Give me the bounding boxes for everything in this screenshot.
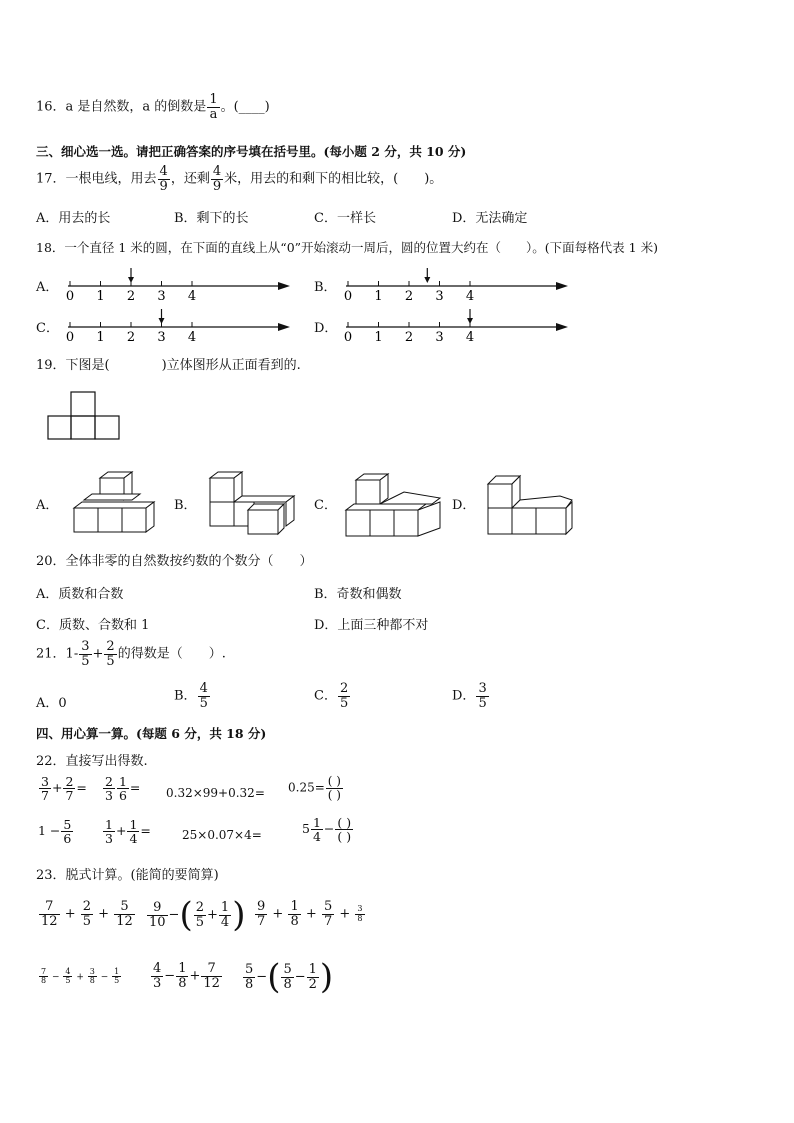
q19-option-a-label[interactable]: A． xyxy=(36,498,59,513)
tick-label: 2 xyxy=(404,330,414,345)
tick-label: 1 xyxy=(374,330,383,345)
q16-text: 16．a 是自然数，a 的倒数是 xyxy=(36,99,207,115)
q22-item-2: $\frac{2}{3}$ $\frac{1}{6}$ = xyxy=(105,774,141,804)
question-16 xyxy=(36,93,270,121)
cube-figure-c xyxy=(344,470,444,540)
q22-item-3: 0.32×99+0.32= xyxy=(166,786,265,800)
tick-label: 3 xyxy=(435,289,444,304)
cube-figure-b xyxy=(208,470,300,536)
position-arrowhead xyxy=(424,277,430,283)
q19-option-d-label[interactable]: D． xyxy=(452,498,476,513)
q22-item-8: 5 $\frac{1}{4}$ − $\frac{( )}{( )}$ xyxy=(302,815,352,845)
tick-label: 0 xyxy=(65,289,75,304)
q22-item-7: 25×0.07×4= xyxy=(182,828,262,842)
q18-option-label[interactable]: B． xyxy=(314,280,337,295)
q23-expr-3: $\frac{9}{7}$ + $\frac{1}{8}$ + $\frac{5}{7}$ + $\frac{3}{8}$ xyxy=(257,899,363,929)
tick-label: 2 xyxy=(126,330,136,345)
fraction: $\frac{2}{5}$ xyxy=(106,639,115,669)
q16-answer: 。(____) xyxy=(220,99,270,115)
q17-option-a[interactable]: A．用去的长 xyxy=(36,211,111,226)
q22-item-1: $\frac{3}{7}$ + $\frac{2}{7}$ = xyxy=(41,774,87,804)
tick-label: 1 xyxy=(96,330,105,345)
q22-item-6: $\frac{1}{3}$ + $\frac{1}{4}$ = xyxy=(105,817,151,847)
fraction: $\frac{1}{a}$ xyxy=(209,92,218,122)
number-line xyxy=(342,266,572,304)
front-view-figure xyxy=(47,390,123,442)
q20-option-b[interactable]: B．奇数和偶数 xyxy=(314,587,402,602)
cube-figure-a xyxy=(70,470,162,536)
tick-label: 3 xyxy=(157,330,166,345)
position-arrowhead xyxy=(467,318,473,324)
tick-label: 4 xyxy=(187,330,197,345)
tick-label: 4 xyxy=(187,289,197,304)
q23-expr-2: $\frac{9}{10}$ −( $\frac{2}{5}$ + $\frac{1}{4}$ ) xyxy=(149,895,246,935)
axis-arrowhead xyxy=(278,282,290,290)
tick-label: 4 xyxy=(465,330,475,345)
q19-option-b-label[interactable]: B． xyxy=(174,498,197,513)
tick-label: 4 xyxy=(465,289,475,304)
section-4-heading: 四、用心算一算。(每题 6 分，共 18 分) xyxy=(36,726,267,741)
tick-label: 0 xyxy=(343,289,353,304)
tick-label: 1 xyxy=(96,289,105,304)
tick-label: 2 xyxy=(126,289,136,304)
tick-label: 3 xyxy=(435,330,444,345)
question-17: 17．一根电线，用去 $\frac{4}{9}$ ，还剩 $\frac{4}{9}$ 米，用去的和剩下的相比较，( )。 xyxy=(36,164,443,194)
fraction: $\frac{3}{5}$ xyxy=(81,639,90,669)
number-line xyxy=(64,307,294,345)
q23-expr-4: $\frac{7}{8}$ − $\frac{4}{5}$ + $\frac{3}{8}$ − $\frac{1}{5}$ xyxy=(41,967,120,986)
fraction: $\frac{4}{9}$ xyxy=(212,164,222,194)
fraction: $\frac{4}{9}$ xyxy=(159,164,168,194)
number-line xyxy=(342,307,572,345)
axis-arrowhead xyxy=(556,323,568,331)
question-23: 23．脱式计算。(能简的要简算) xyxy=(36,868,219,883)
q18-option-label[interactable]: A． xyxy=(36,280,59,295)
tick-label: 0 xyxy=(65,330,75,345)
q19-option-c-label[interactable]: C． xyxy=(314,498,337,513)
q21-option-b[interactable]: B． $\frac{4}{5}$ xyxy=(174,681,208,711)
q22-item-5: 1 − $\frac{5}{6}$ xyxy=(38,817,72,847)
question-18: 18．一个直径 1 米的圆，在下面的直线上从“0”开始滚动一周后，圆的位置大约在（ ）。(下面每格代表 1 米) xyxy=(36,240,658,255)
q23-expr-1: $\frac{7}{12}$ + $\frac{2}{5}$ + $\frac{5}{12}$ xyxy=(41,899,133,929)
q18-option-label[interactable]: C． xyxy=(36,321,59,336)
q20-option-a[interactable]: A．质数和合数 xyxy=(36,587,124,602)
question-21: 21．1- $\frac{3}{5}$ + $\frac{2}{5}$ 的得数是（ ）. xyxy=(36,639,226,669)
question-19: 19．下图是( )立体图形从正面看到的. xyxy=(36,358,301,373)
axis-arrowhead xyxy=(556,282,568,290)
q17-option-b[interactable]: B．剩下的长 xyxy=(174,211,249,226)
q22-item-4: 0.25= $\frac{( )}{( )}$ xyxy=(288,774,341,802)
section-3-heading: 三、细心选一选。请把正确答案的序号填在括号里。(每小题 2 分，共 10 分) xyxy=(36,144,467,159)
number-line xyxy=(64,266,294,304)
tick-label: 0 xyxy=(343,330,353,345)
q21-option-c[interactable]: C． $\frac{2}{5}$ xyxy=(314,681,349,711)
axis-arrowhead xyxy=(278,323,290,331)
q20-option-d[interactable]: D．上面三种都不对 xyxy=(314,618,429,633)
question-22: 22．直接写出得数. xyxy=(36,754,148,769)
q21-option-a[interactable]: A．0 xyxy=(36,696,67,711)
tick-label: 3 xyxy=(157,289,166,304)
q18-option-label[interactable]: D． xyxy=(314,321,338,336)
position-arrowhead xyxy=(159,318,165,324)
tick-label: 2 xyxy=(404,289,414,304)
tick-label: 1 xyxy=(374,289,383,304)
position-arrowhead xyxy=(128,277,134,283)
q23-expr-5: $\frac{4}{3}$ − $\frac{1}{8}$ + $\frac{7}{12}$ xyxy=(153,961,220,991)
q17-option-c[interactable]: C．一样长 xyxy=(314,211,376,226)
q23-expr-6: $\frac{5}{8}$ −( $\frac{5}{8}$ − $\frac{1}{2}$ ) xyxy=(245,957,334,997)
cube-figure-d xyxy=(484,470,580,540)
question-20: 20．全体非零的自然数按约数的个数分（ ） xyxy=(36,554,313,569)
q21-option-d[interactable]: D． $\frac{3}{5}$ xyxy=(452,681,487,711)
q17-option-d[interactable]: D．无法确定 xyxy=(452,211,528,226)
q20-option-c[interactable]: C．质数、合数和 1 xyxy=(36,618,150,633)
